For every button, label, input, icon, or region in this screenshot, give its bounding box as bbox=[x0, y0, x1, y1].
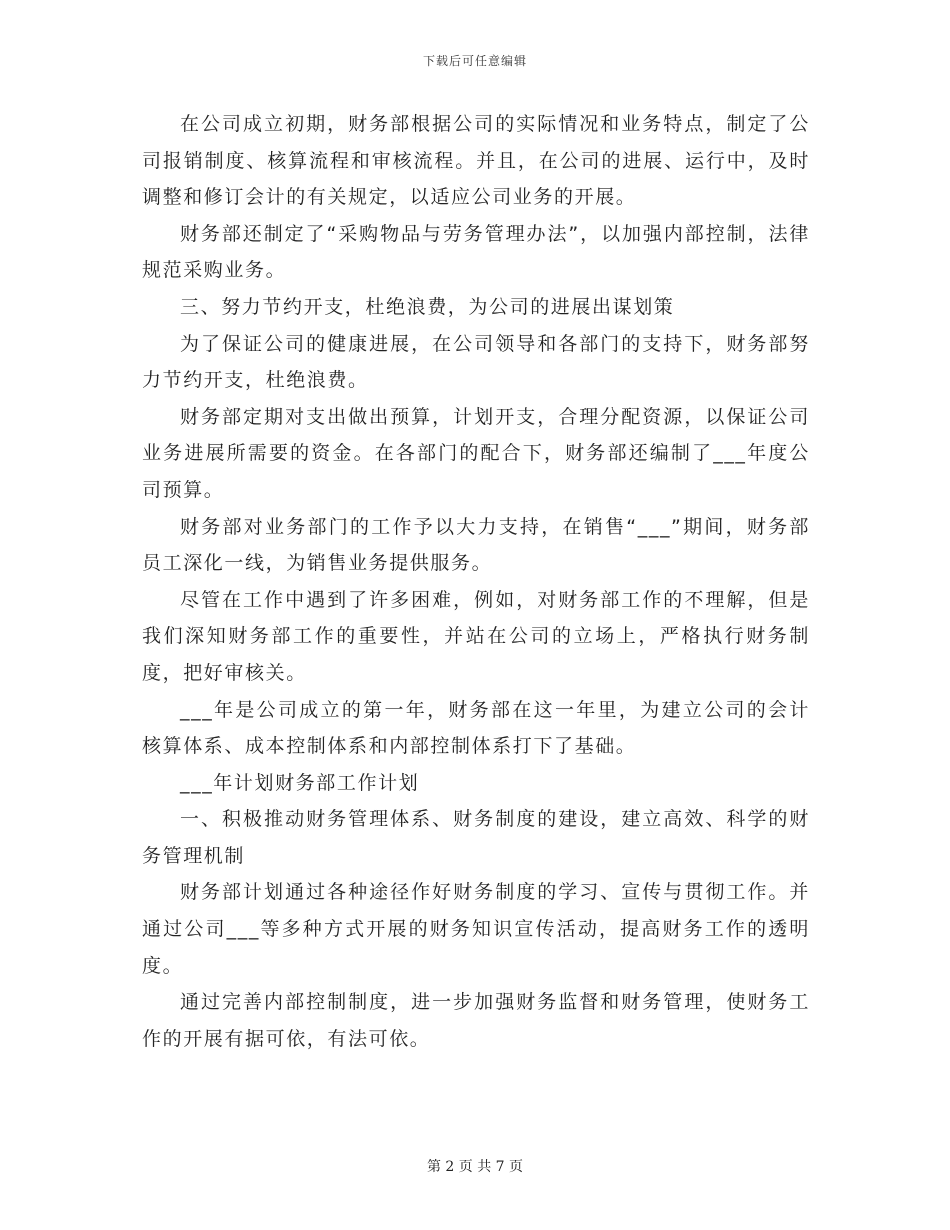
paragraph-7: 尽管在工作中遇到了许多困难，例如，对财务部工作的不理解，但是我们深知财务部工作的重要性，并站在公司的立场上，严格执行财务制度，把好审核关。 bbox=[142, 588, 810, 684]
paragraph-11: 财务部计划通过各种途径作好财务制度的学习、宣传与贯彻工作。并通过公司___等多种方式开展的财务知识宣传活动，提高财务工作的透明度。 bbox=[142, 881, 810, 977]
document-body bbox=[142, 106, 810, 1057]
paragraph-12: 通过完善内部控制制度，进一步加强财务监督和财务管理，使财务工作的开展有据可依，有法可依。 bbox=[142, 991, 810, 1050]
page-number: 第 2 页 共 7 页 bbox=[426, 1159, 524, 1175]
paragraph-5: 财务部定期对支出做出预算，计划开支，合理分配资源，以保证公司业务进展所需要的资金。在各部门的配合下，财务部还编制了___年度公司预算。 bbox=[142, 405, 810, 501]
paragraph-8: ___年是公司成立的第一年，财务部在这一年里，为建立公司的会计核算体系、成本控制体系和内部控制体系打下了基础。 bbox=[142, 698, 810, 758]
section-heading-1: 一、积极推动财务管理体系、财务制度的建设，建立高效、科学的财务管理机制 bbox=[142, 808, 810, 867]
paragraph-4: 为了保证公司的健康进展，在公司领导和各部门的支持下，财务部努力节约开支，杜绝浪费。 bbox=[142, 332, 810, 392]
paragraph-2: 财务部还制定了“采购物品与劳务管理办法”，以加强内部控制，法律规范采购业务。 bbox=[142, 222, 810, 282]
paragraph-1: 在公司成立初期，财务部根据公司的实际情况和业务特点，制定了公司报销制度、核算流程和审核流程。并且，在公司的进展、运行中，及时调整和修订会计的有关规定，以适应公司业务的开展。 bbox=[142, 113, 810, 209]
page-header: 下载后可任意编辑 bbox=[422, 54, 527, 68]
paragraph-6: 财务部对业务部门的工作予以大力支持，在销售“___”期间，财务部员工深化一线，为销售业务提供服务。 bbox=[142, 515, 810, 575]
plan-title: ___年计划财务部工作计划 bbox=[180, 771, 420, 794]
section-heading-3: 三、努力节约开支，杜绝浪费，为公司的进展出谋划策 bbox=[180, 295, 675, 318]
